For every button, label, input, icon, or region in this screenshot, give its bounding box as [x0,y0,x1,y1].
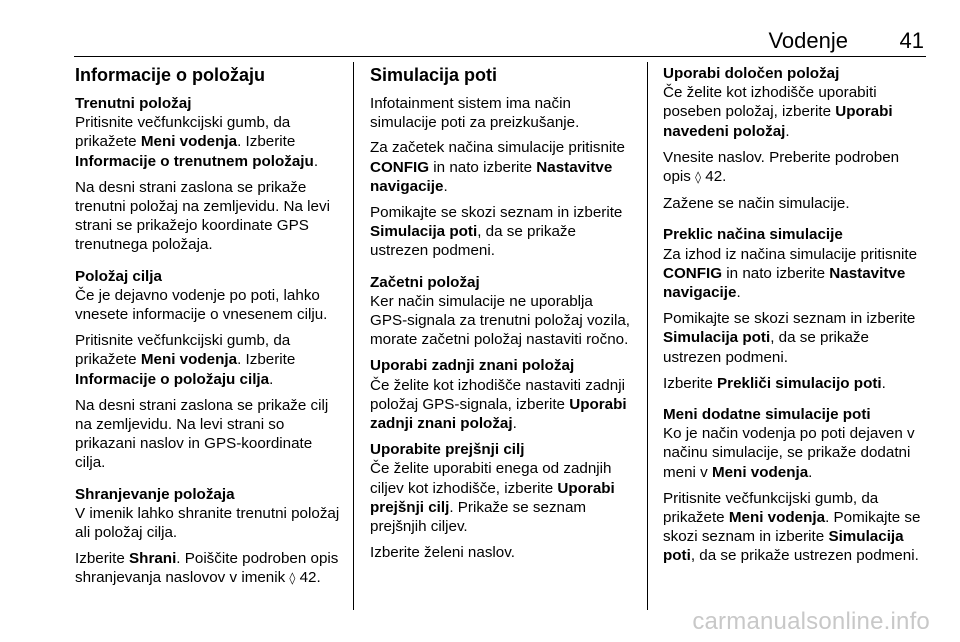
subsection-previous-destination [370,440,632,562]
subsection-title: Uporabite prejšnji cilj [370,441,525,459]
paragraph: Pomikajte se skozi seznam in izberite Simulacija poti, da se prikaže ustrezen podmeni. [663,310,916,366]
page-reference-arrow-icon: ◊ [289,571,296,586]
paragraph: Izberite Prekliči simulacijo poti. [663,374,886,392]
paragraph: Izberite Shrani. Poiščite podroben opis shranjevanja naslovov v imenik ◊ 42. [75,550,339,587]
subsection-title: Uporabi določen položaj [663,65,840,82]
subsection-extra-simulation-menu [663,405,925,566]
subsection-cancel-simulation [663,225,925,393]
paragraph: V imenik lahko shranite trenutni položaj ali položaj cilja. [75,504,340,542]
section-heading-route-simulation: Simulacija poti [370,65,498,85]
paragraph: Če želite uporabiti enega od zadnjih ciljev kot izhodišče, izberite Uporabi prejšnji cilj. Prikaže se seznam prejšnjih ciljev. [370,460,615,536]
subsection-title: Začetni položaj [370,273,480,291]
subsection-title: Uporabi zadnji znani položaj [370,357,575,375]
paragraph: Če želite kot izhodišče nastaviti zadnji položaj GPS-signala, izberite Uporabi zadnji znani položaj. [370,376,627,433]
page-header [0,28,960,54]
paragraph: Pritisnite večfunkcijski gumb, da prikažete Meni vodenja. Izberite Informacije o trenutnem položaju. [75,114,319,170]
column-divider-1 [353,62,354,610]
page-number: 41 [899,28,924,53]
paragraph: Vnesite naslov. Preberite podroben opis ◊ 42. [663,148,900,186]
column-3 [663,64,925,573]
subsection-title: Preklic načina simulacije [663,226,843,244]
paragraph: Ker način simulacije ne uporablja GPS-signala za trenutni položaj vozila, morate začetni položaj nastaviti ročno. [370,292,631,349]
paragraph: Pritisnite večfunkcijski gumb, da prikažete Meni vodenja. Izberite Informacije o položaju cilja. [75,332,296,388]
page-reference[interactable]: 42. [295,569,321,587]
subsection-destination-position [75,267,345,473]
page-title: Vodenje [768,28,848,53]
section-heading-position-info: Informacije o položaju [75,65,266,85]
paragraph: Za izhod iz načina simulacije pritisnite CONFIG in nato izberite Nastavitve navigacije. [663,245,918,302]
column-divider-2 [647,62,648,610]
subsection-title: Shranjevanje položaja [75,485,235,503]
paragraph: Če želite kot izhodišče uporabiti poseben položaj, izberite Uporabi navedeni položaj. [663,84,893,140]
paragraph: Če je dejavno vodenje po poti, lahko vnesete informacije o vnesenem cilju. [75,286,328,324]
subsection-title: Trenutni položaj [75,95,192,112]
paragraph: Ko je način vodenja po poti dejaven v načinu simulacije, se prikaže dodatni meni v Meni vodenja. [663,425,915,481]
subsection-start-position [370,273,632,350]
header-divider [74,56,926,57]
subsection-title: Položaj cilja [75,267,162,285]
subsection-title: Meni dodatne simulacije poti [663,406,871,424]
page-reference-arrow-icon: ◊ [695,170,702,185]
subsection-current-position [75,94,345,255]
watermark: carmanualsonline.info [692,608,930,635]
column-2 [370,64,632,569]
paragraph: Izberite želeni naslov. [370,544,515,562]
paragraph: Infotainment sistem ima način simulacije poti za preizkušanje. [370,95,580,132]
paragraph: Za začetek načina simulacije pritisnite CONFIG in nato izberite Nastavitve navigacije. [370,139,625,195]
subsection-last-known-position [370,356,632,433]
subsection-save-position [75,485,345,589]
column-1 [75,64,345,596]
page-reference[interactable]: 42. [701,168,727,186]
paragraph: Pritisnite večfunkcijski gumb, da prikažete Meni vodenja. Pomikajte se skozi seznam in izberite Simulacija poti, da se prikaže ustrezen podmeni. [663,489,921,565]
subsection-specific-position [663,64,925,213]
paragraph: Na desni strani zaslona se prikaže cilj na zemljevidu. Na levi strani so prikazani naslov in GPS-koordinate cilja. [75,396,329,472]
paragraph: Pomikajte se skozi seznam in izberite Simulacija poti, da se prikaže ustrezen podmeni. [370,204,623,260]
paragraph: Zažene se način simulacije. [663,195,850,213]
paragraph: Na desni strani zaslona se prikaže trenutni položaj na zemljevidu. Na levi strani se prikažejo koordinate GPS trenutnega položaja. [75,178,330,254]
